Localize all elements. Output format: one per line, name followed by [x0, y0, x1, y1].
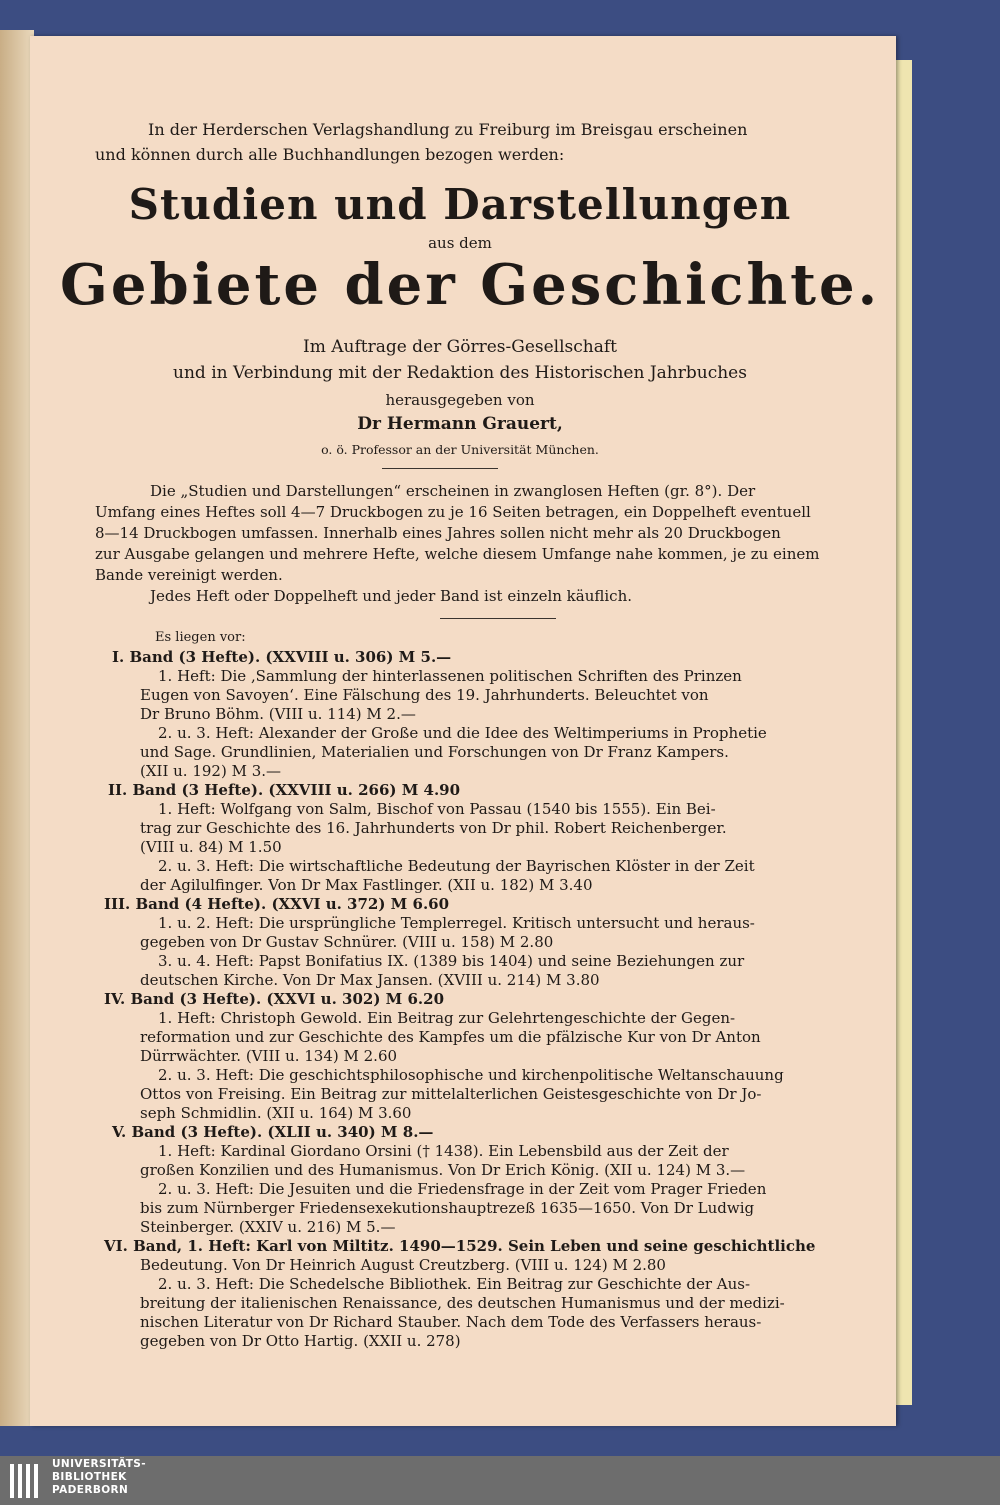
title-line-2: Gebiete der Geschichte.: [60, 252, 881, 318]
list-line: 1. Heft: Die ‚Sammlung der hinterlassenen politischen Schriften des Prinzen: [158, 667, 742, 685]
list-line: reformation und zur Geschichte des Kampfes um die pfälzische Kur von Dr Anton: [140, 1028, 761, 1046]
list-line: 1. Heft: Wolfgang von Salm, Bischof von Passau (1540 bis 1555). Ein Bei-: [158, 800, 716, 818]
divider-2: [440, 618, 556, 619]
list-line: V. Band (3 Hefte). (XLII u. 340) M 8.—: [112, 1123, 434, 1141]
editor-name: Dr Hermann Grauert,: [357, 414, 563, 434]
list-line: nischen Literatur von Dr Richard Stauber. Nach dem Tode des Verfassers heraus-: [140, 1313, 762, 1331]
intro-line-2: und können durch alle Buchhandlungen bezogen werden:: [95, 145, 565, 164]
list-line: 2. u. 3. Heft: Die geschichtsphilosophische und kirchenpolitische Weltanschauung: [158, 1066, 784, 1084]
footer-bar: [0, 1456, 1000, 1505]
list-line: IV. Band (3 Hefte). (XXVI u. 302) M 6.20: [104, 990, 445, 1008]
listing-heading: Es liegen vor:: [155, 630, 246, 645]
list-line: Ottos von Freising. Ein Beitrag zur mittelalterlichen Geistesgeschichte von Dr Jo-: [140, 1085, 762, 1103]
list-line: bis zum Nürnberger Friedensexekutionshauptrezeß 1635—1650. Von Dr Ludwig: [140, 1199, 755, 1217]
list-line: Steinberger. (XXIV u. 216) M 5.—: [140, 1218, 396, 1236]
list-line: 2. u. 3. Heft: Alexander der Große und die Idee des Weltimperiums in Prophetie: [158, 724, 767, 742]
list-line: II. Band (3 Hefte). (XXVIII u. 266) M 4.90: [108, 781, 461, 799]
list-line: großen Konzilien und des Humanismus. Von Dr Erich König. (XII u. 124) M 3.—: [140, 1161, 746, 1179]
library-name-line: PADERBORN: [52, 1484, 129, 1496]
desc-line: 8—14 Druckbogen umfassen. Innerhalb eines Jahres sollen nicht mehr als 20 Druckbogen: [95, 524, 781, 542]
subtitle-line-1: Im Auftrage der Görres-Gesellschaft: [302, 337, 618, 357]
desc-line: Die „Studien und Darstellungen“ erscheinen in zwanglosen Heften (gr. 8°). Der: [150, 482, 756, 500]
desc-line: Umfang eines Heftes soll 4—7 Druckbogen zu je 16 Seiten betragen, ein Doppelheft eventuell: [95, 503, 811, 521]
list-line: 1. Heft: Christoph Gewold. Ein Beitrag zur Gelehrtengeschichte der Gegen-: [158, 1009, 736, 1027]
desc-note: Jedes Heft oder Doppelheft und jeder Band ist einzeln käuflich.: [150, 587, 632, 605]
title-line-1: Studien und Darstellungen: [128, 180, 792, 229]
title-aus-dem: aus dem: [428, 234, 492, 252]
list-line: deutschen Kirche. Von Dr Max Jansen. (XVIII u. 214) M 3.80: [140, 971, 600, 989]
intro-line-1: In der Herderschen Verlagshandlung zu Freiburg im Breisgau erscheinen: [148, 120, 748, 139]
subtitle-line-2: und in Verbindung mit der Redaktion des Historischen Jahrbuches: [173, 363, 747, 383]
list-line: Bedeutung. Von Dr Heinrich August Creutzberg. (VIII u. 124) M 2.80: [140, 1256, 666, 1274]
list-line: III. Band (4 Hefte). (XXVI u. 372) M 6.60: [104, 895, 450, 913]
library-name-line: BIBLIOTHEK: [52, 1471, 127, 1483]
list-line: gegeben von Dr Otto Hartig. (XXII u. 278): [140, 1332, 461, 1350]
list-line: 3. u. 4. Heft: Papst Bonifatius IX. (1389 bis 1404) und seine Beziehungen zur: [158, 952, 745, 970]
desc-line: Bande vereinigt werden.: [95, 566, 283, 584]
list-line: breitung der italienischen Renaissance, des deutschen Humanismus und der medizi-: [140, 1294, 785, 1312]
list-line: VI. Band, 1. Heft: Karl von Miltitz. 1490—1529. Sein Leben und seine geschichtliche: [104, 1237, 816, 1255]
list-line: Dürrwächter. (VIII u. 134) M 2.60: [140, 1047, 398, 1065]
page-edge-stack: [896, 60, 912, 1405]
list-line: Eugen von Savoyen‘. Eine Fälschung des 19. Jahrhunderts. Beleuchtet von: [140, 686, 709, 704]
list-line: 2. u. 3. Heft: Die Jesuiten und die Friedensfrage in der Zeit vom Prager Frieden: [158, 1180, 767, 1198]
list-line: und Sage. Grundlinien, Materialien und Forschungen von Dr Franz Kampers.: [140, 743, 729, 761]
list-line: I. Band (3 Hefte). (XXVIII u. 306) M 5.—: [112, 648, 452, 666]
list-line: trag zur Geschichte des 16. Jahrhunderts von Dr phil. Robert Reichenberger.: [140, 819, 727, 837]
library-logo-icon: [8, 1462, 44, 1500]
library-name: [52, 1458, 146, 1497]
left-page-edge: [0, 30, 34, 1426]
list-line: 2. u. 3. Heft: Die wirtschaftliche Bedeutung der Bayrischen Klöster in der Zeit: [158, 857, 755, 875]
list-line: 2. u. 3. Heft: Die Schedelsche Bibliothek. Ein Beitrag zur Geschichte der Aus-: [158, 1275, 751, 1293]
list-line: gegeben von Dr Gustav Schnürer. (VIII u. 158) M 2.80: [140, 933, 554, 951]
desc-line: zur Ausgabe gelangen und mehrere Hefte, welche diesem Umfange nahe kommen, je zu einem: [95, 545, 820, 563]
list-line: (VIII u. 84) M 1.50: [140, 838, 282, 856]
library-name-line: UNIVERSITÄTS-: [52, 1458, 147, 1470]
editor-title: o. ö. Professor an der Universität München.: [321, 442, 599, 457]
list-line: 1. u. 2. Heft: Die ursprüngliche Templerregel. Kritisch untersucht und heraus-: [158, 914, 755, 932]
list-line: der Agilulfinger. Von Dr Max Fastlinger. (XII u. 182) M 3.40: [140, 876, 593, 894]
divider-1: [382, 468, 498, 469]
list-line: Dr Bruno Böhm. (VIII u. 114) M 2.—: [140, 705, 416, 723]
subtitle-line-3: herausgegeben von: [385, 391, 535, 409]
list-line: (XII u. 192) M 3.—: [140, 762, 282, 780]
list-line: seph Schmidlin. (XII u. 164) M 3.60: [140, 1104, 412, 1122]
list-line: 1. Heft: Kardinal Giordano Orsini († 1438). Ein Lebensbild aus der Zeit der: [158, 1142, 729, 1160]
